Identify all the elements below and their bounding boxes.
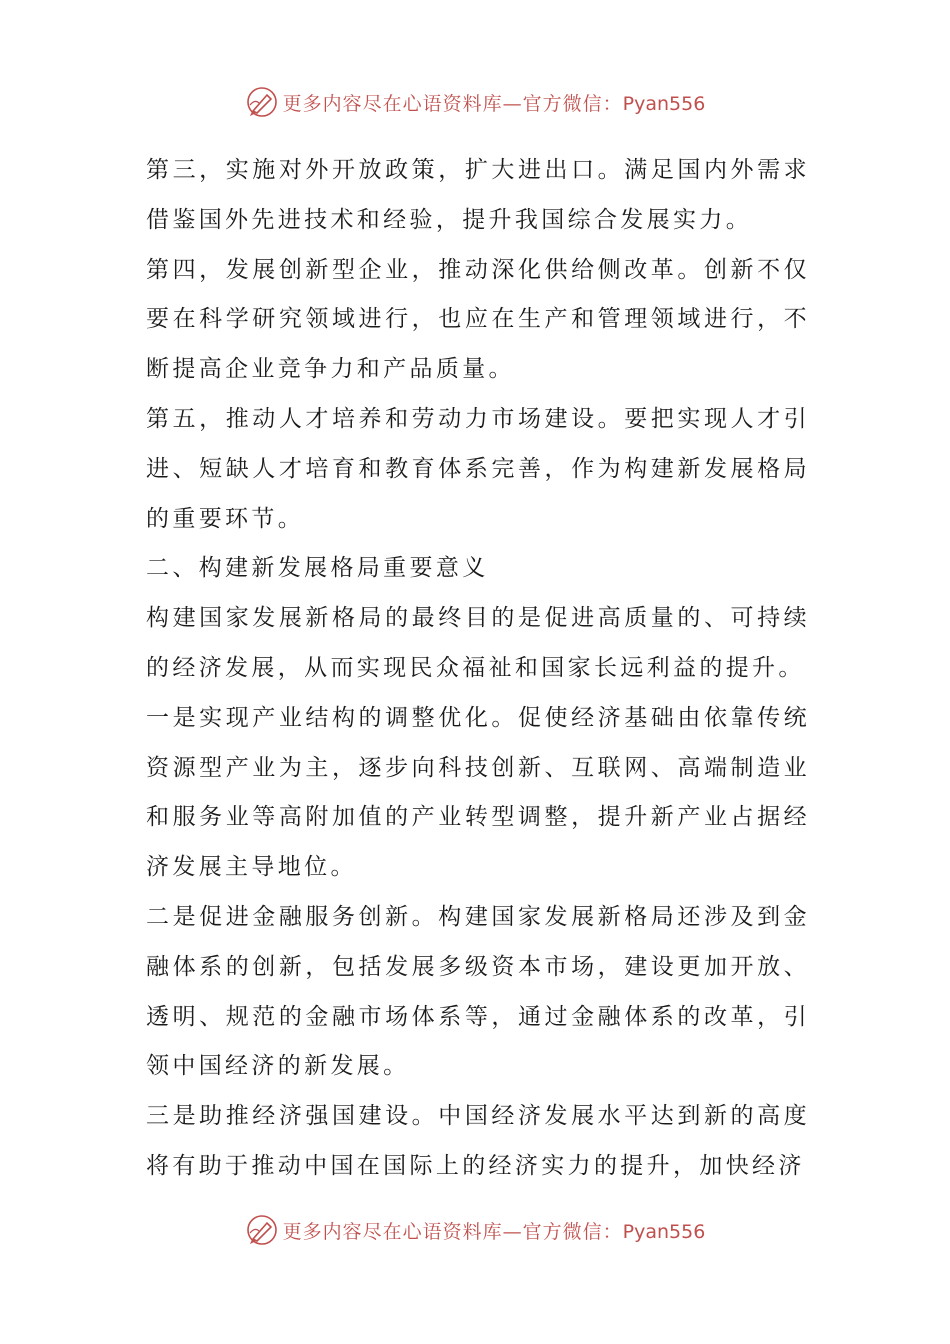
footer-banner-cn: 更多内容尽在心语资料库—官方微信： bbox=[282, 1220, 623, 1243]
footer-banner-text bbox=[283, 1217, 706, 1244]
paragraph: 二是促进金融服务创新。构建国家发展新格局还涉及到金融体系的创新，包括发展多级资本市场，建设更加开放、透明、规范的金融市场体系等，通过金融体系的改革，引领中国经济的新发展。 bbox=[146, 903, 810, 1080]
footer-wechat-id: Pyan556 bbox=[622, 1220, 706, 1243]
paragraph: 第三，实施对外开放政策，扩大进出口。满足国内外需求借鉴国外先进技术和经验，提升我国综合发展实力。 bbox=[146, 157, 810, 233]
paragraph: 第五，推动人才培养和劳动力市场建设。要把实现人才引进、短缺人才培育和教育体系完善，作为构建新发展格局的重要环节。 bbox=[146, 405, 810, 532]
header-banner-text bbox=[283, 89, 706, 116]
paragraph: 构建国家发展新格局的最终目的是促进高质量的、可持续的经济发展，从而实现民众福祉和国家长远利益的提升。 bbox=[146, 605, 810, 681]
paragraph: 三是助推经济强国建设。中国经济发展水平达到新的高度将有助于推动中国在国际上的经济实力的提升，加快经济 bbox=[146, 1103, 810, 1179]
header-banner-cn: 更多内容尽在心语资料库—官方微信： bbox=[282, 92, 623, 115]
document-body bbox=[146, 146, 810, 1192]
section-heading: 二、构建新发展格局重要意义 bbox=[146, 555, 489, 582]
paragraph: 第四，发展创新型企业，推动深化供给侧改革。创新不仅要在科学研究领域进行，也应在生产和管理领域进行，不断提高企业竞争力和产品质量。 bbox=[146, 256, 810, 383]
header-wechat-id: Pyan556 bbox=[622, 92, 706, 115]
header-banner bbox=[0, 80, 950, 124]
pen-nib-logo-icon bbox=[245, 85, 279, 119]
pen-nib-logo-icon bbox=[245, 1213, 279, 1247]
footer-banner bbox=[0, 1208, 950, 1252]
paragraph: 一是实现产业结构的调整优化。促使经济基础由依靠传统资源型产业为主，逐步向科技创新、互联网、高端制造业和服务业等高附加值的产业转型调整，提升新产业占据经济发展主导地位。 bbox=[146, 704, 810, 881]
